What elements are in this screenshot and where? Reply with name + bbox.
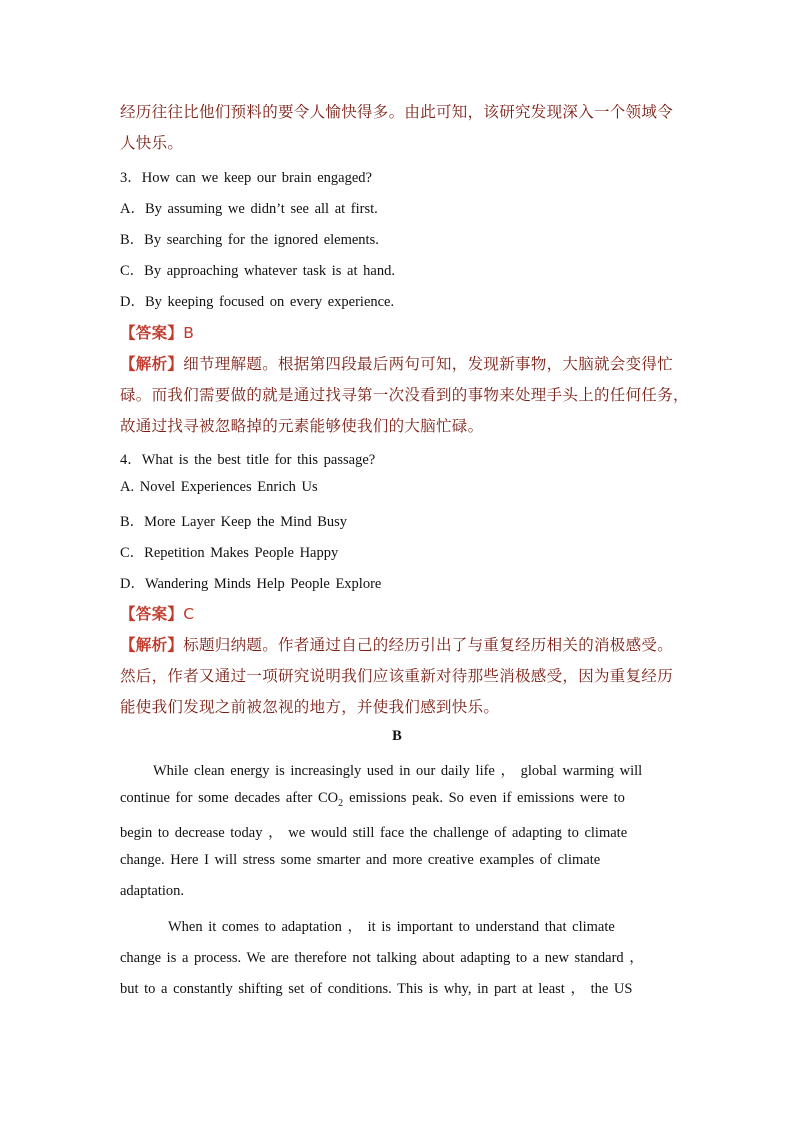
q3-option-b: B．By searching for the ignored elements. [120, 232, 379, 248]
explanation-continuation-line-1: 经历往往比他们预料的要令人愉快得多。由此可知，该研究发现深入一个领域令 [120, 103, 674, 121]
analysis-text: 细节理解题。根据第四段最后两句可知，发现新事物，大脑就会变得忙 [183, 355, 674, 373]
answer-letter: C [183, 605, 195, 623]
q3-option-a: A．By assuming we didn’t see all at first. [120, 201, 378, 217]
passage-p2-line-1: When it comes to adaptation ， it is important to understand that climate [168, 919, 615, 935]
question-4: 4．What is the best title for this passage? [120, 452, 376, 468]
passage-p2-line-2: change is a process. We are therefore not talking about adapting to a new standard ， [120, 950, 644, 966]
explanation-continuation-line-2: 人快乐。 [120, 134, 184, 152]
analysis-tag: 【解析】 [120, 636, 184, 654]
q3-analysis-line-1 [120, 352, 673, 374]
q4-option-a: A. Novel Experiences Enrich Us [120, 479, 318, 495]
analysis-tag: 【解析】 [120, 355, 184, 373]
q3-analysis-line-2: 碌。而我们需要做的就是通过找寻第一次没看到的事物来处理手头上的任何任务， [120, 386, 689, 404]
q4-option-d: D．Wandering Minds Help People Explore [120, 576, 382, 592]
passage-p1-line-2 [120, 790, 625, 809]
q4-answer [120, 602, 194, 624]
section-heading: B [392, 728, 402, 744]
answer-tag: 【答案】 [120, 324, 184, 342]
q4-option-c: C．Repetition Makes People Happy [120, 545, 339, 561]
passage-p2-line-3: but to a constantly shifting set of conditions. This is why, in part at least ， the US [120, 981, 633, 997]
q3-analysis-line-3: 故通过找寻被忽略掉的元素能够使我们的大脑忙碌。 [120, 417, 484, 435]
q3-option-c: C．By approaching whatever task is at hand. [120, 263, 395, 279]
q4-analysis-line-2: 然后，作者又通过一项研究说明我们应该重新对待那些消极感受，因为重复经历 [120, 667, 674, 685]
answer-tag: 【答案】 [120, 605, 184, 623]
q3-answer [120, 321, 194, 343]
question-3: 3．How can we keep our brain engaged? [120, 170, 372, 186]
answer-letter: B [183, 324, 195, 342]
line-text-cont: emissions peak. So even if emissions were to [349, 790, 625, 806]
q4-analysis-line-1 [120, 633, 673, 655]
passage-p1-line-4: change. Here I will stress some smarter and more creative examples of climate [120, 852, 601, 868]
q4-analysis-line-3: 能使我们发现之前被忽视的地方，并使我们感到快乐。 [120, 698, 500, 716]
q4-option-b: B．More Layer Keep the Mind Busy [120, 514, 348, 530]
analysis-text: 标题归纳题。作者通过自己的经历引出了与重复经历相关的消极感受。 [183, 636, 674, 654]
co2-subscript: 2 [338, 797, 344, 809]
passage-p1-line-5: adaptation. [120, 883, 185, 899]
passage-p1-line-3: begin to decrease today ， we would still face the challenge of adapting to climate [120, 825, 628, 841]
line-text: continue for some decades after CO [120, 790, 339, 806]
q3-option-d: D．By keeping focused on every experience. [120, 294, 395, 310]
passage-p1-line-1: While clean energy is increasingly used in our daily life ， global warming will [153, 763, 643, 779]
